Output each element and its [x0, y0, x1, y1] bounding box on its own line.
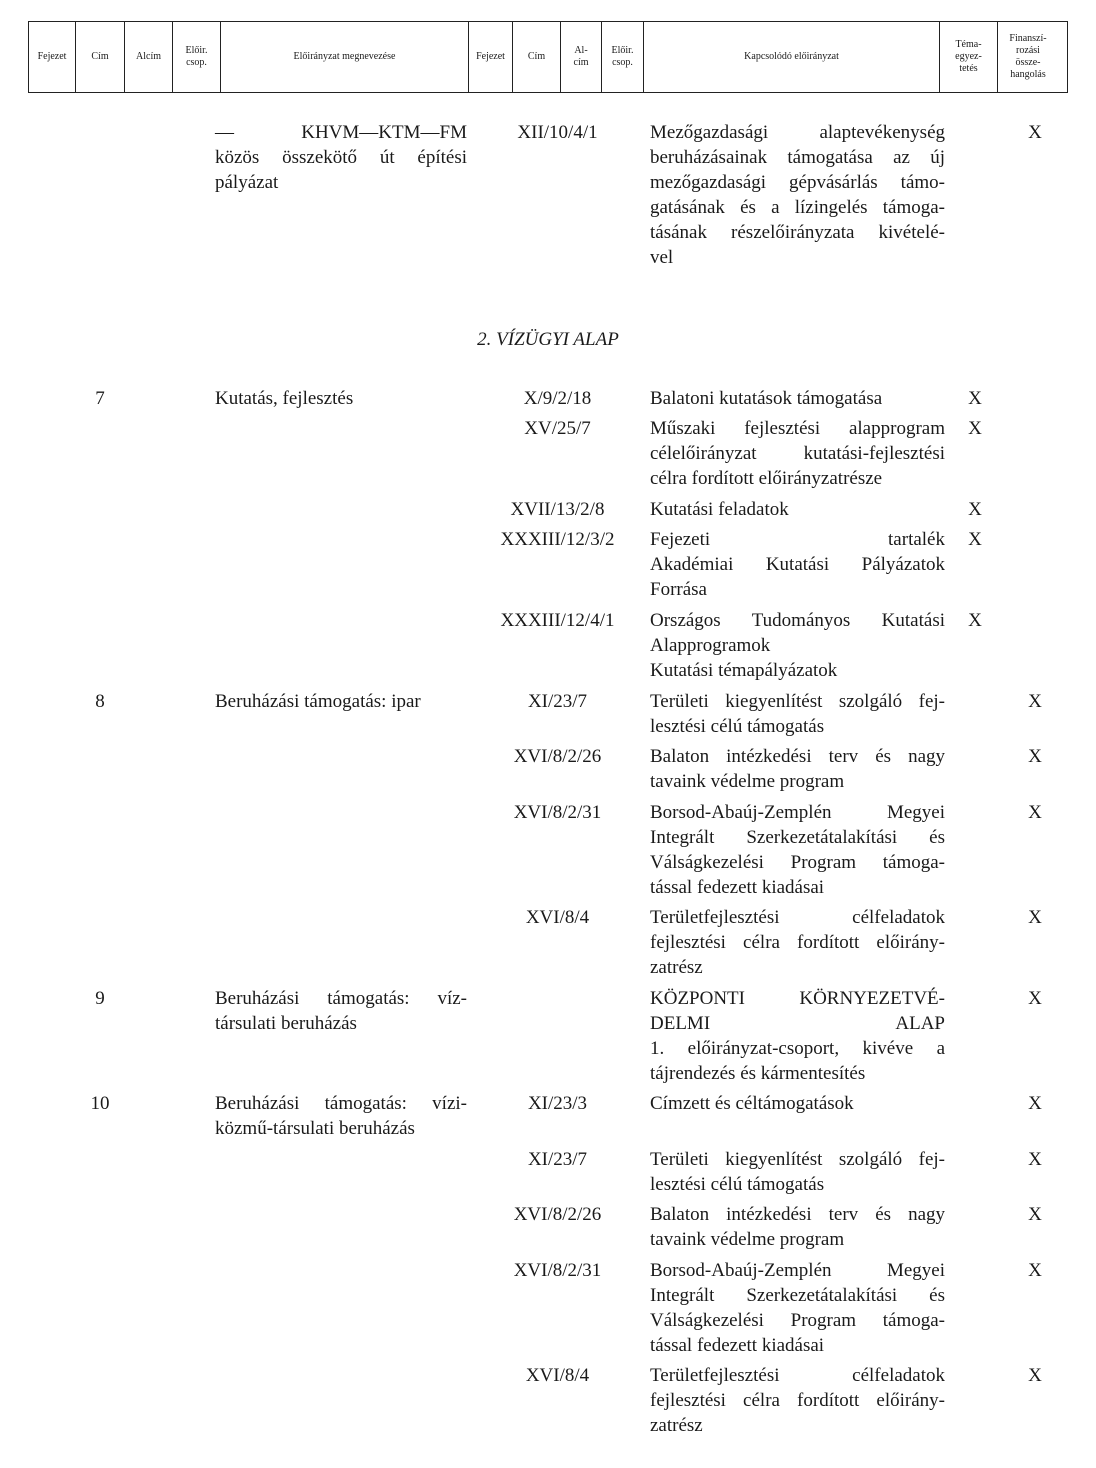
kapcsolodo-eloiranyzat	[650, 416, 945, 491]
kapcsolodo-kod: XVI/8/2/31	[513, 1260, 602, 1281]
kapcsolodo-eloiranyzat	[650, 744, 945, 794]
kapcsolodo-eloiranyzat	[650, 986, 945, 1086]
section-title: 2. VÍZÜGYI ALAP	[477, 329, 619, 350]
kapcsolodo-line: Integrált Szerkezetátalakítási és	[650, 827, 945, 848]
kapcsolodo-line: tavaink védelme program	[650, 1229, 845, 1250]
kapcsolodo-kod: XV/25/7	[524, 418, 591, 439]
kapcsolodo-line: Műszaki fejlesztési alapprogram	[650, 418, 945, 439]
kapcsolodo-line: Területfejlesztési célfeladatok	[650, 1365, 945, 1386]
kapcsolodo-line: KÖZPONTI KÖRNYEZETVÉ-	[650, 988, 945, 1009]
kapcsolodo-line: Alapprogramok	[650, 635, 771, 656]
header-fejezet-2: Fejezet	[469, 22, 513, 92]
kapcsolodo-kod: XVI/8/2/26	[513, 746, 602, 767]
kapcsolodo-line: tásának részelőirányzata kivételé-	[650, 222, 945, 243]
finanszirozas-mark: X	[1028, 1204, 1042, 1225]
kapcsolodo-line: 1. előirányzat-csoport, kivéve a	[650, 1038, 945, 1059]
kapcsolodo-line: beruházásainak támogatása az új	[650, 147, 945, 168]
eloiranyzat-line: Beruházási támogatás: vízi-	[215, 1093, 467, 1114]
kapcsolodo-line: tavaink védelme program	[650, 771, 845, 792]
temaegyeztetes-mark: X	[968, 610, 982, 631]
kapcsolodo-eloiranyzat	[650, 1147, 945, 1197]
kapcsolodo-kod: XVI/8/4	[525, 1365, 590, 1386]
eloiranyzat-line: társulati beruházás	[215, 1013, 357, 1034]
header-fejezet: Fejezet	[29, 22, 76, 92]
kapcsolodo-line: Akadémiai Kutatási Pályázatok	[650, 554, 945, 575]
kapcsolodo-line: Fejezeti tartalék	[650, 529, 945, 550]
row-number: 10	[90, 1093, 110, 1114]
kapcsolodo-line: lesztési célú támogatás	[650, 1174, 825, 1195]
eloiranyzat-megnevezese	[215, 689, 467, 714]
header-eloir-csop: Előir. csop.	[173, 22, 221, 92]
kapcsolodo-eloiranyzat	[650, 527, 945, 602]
kapcsolodo-kod: XI/23/3	[527, 1093, 588, 1114]
kapcsolodo-kod: XI/23/7	[527, 691, 588, 712]
kapcsolodo-line: Integrált Szerkezetátalakítási és	[650, 1285, 945, 1306]
kapcsolodo-line: fejlesztési célra fordított előirány-	[650, 932, 945, 953]
eloiranyzat-megnevezese	[215, 386, 467, 411]
header-eloir-csop-2: Előir. csop.	[602, 22, 644, 92]
kapcsolodo-eloiranyzat	[650, 386, 945, 411]
eloiranyzat-line: közmű-társulati beruházás	[215, 1118, 415, 1139]
eloiranyzat-line: pályázat	[215, 172, 279, 193]
kapcsolodo-line: Területfejlesztési célfeladatok	[650, 907, 945, 928]
eloiranyzat-line: Beruházási támogatás: víz-	[215, 988, 467, 1009]
kapcsolodo-line: Válságkezelési Program támoga-	[650, 1310, 945, 1331]
kapcsolodo-line: Területi kiegyenlítést szolgáló fej-	[650, 691, 945, 712]
kapcsolodo-line: Kutatási témapályázatok	[650, 660, 838, 681]
kapcsolodo-line: fejlesztési célra fordított előirány-	[650, 1390, 945, 1411]
kapcsolodo-kod: XII/10/4/1	[517, 122, 598, 143]
finanszirozas-mark: X	[1028, 988, 1042, 1009]
temaegyeztetes-mark: X	[968, 388, 982, 409]
kapcsolodo-line: célelőirányzat kutatási-fejlesztési	[650, 443, 945, 464]
kapcsolodo-line: lesztési célú támogatás	[650, 716, 825, 737]
kapcsolodo-line: Borsod-Abaúj-Zemplén Megyei	[650, 1260, 945, 1281]
kapcsolodo-line: zatrész	[650, 1415, 703, 1436]
finanszirozas-mark: X	[1028, 122, 1042, 143]
row-number: 9	[95, 988, 105, 1009]
header-alcim-2: Al- cím	[561, 22, 602, 92]
kapcsolodo-line: Országos Tudományos Kutatási	[650, 610, 945, 631]
kapcsolodo-eloiranyzat	[650, 905, 945, 980]
kapcsolodo-line: Borsod-Abaúj-Zemplén Megyei	[650, 802, 945, 823]
eloiranyzat-line: közös összekötő út építési	[215, 147, 467, 168]
temaegyeztetes-mark: X	[968, 529, 982, 550]
kapcsolodo-line: vel	[650, 247, 674, 268]
finanszirozas-mark: X	[1028, 907, 1042, 928]
header-eloiranyzat-megnevezese: Előirányzat megnevezése	[221, 22, 469, 92]
header-temaegyeztetes: Téma- egyez- tetés	[940, 22, 998, 92]
row-number: 7	[95, 388, 105, 409]
kapcsolodo-kod: X/9/2/18	[523, 388, 592, 409]
kapcsolodo-line: tással fedezett kiadásai	[650, 1335, 825, 1356]
kapcsolodo-eloiranyzat	[650, 800, 945, 900]
kapcsolodo-line: Balaton intézkedési terv és nagy	[650, 746, 945, 767]
finanszirozas-mark: X	[1028, 1149, 1042, 1170]
kapcsolodo-line: Kutatási feladatok	[650, 499, 789, 520]
kapcsolodo-eloiranyzat	[650, 1363, 945, 1438]
eloiranyzat-megnevezese	[215, 120, 467, 195]
kapcsolodo-line: gatásának és a lízingelés támoga-	[650, 197, 945, 218]
kapcsolodo-eloiranyzat	[650, 1091, 945, 1116]
kapcsolodo-line: Balaton intézkedési terv és nagy	[650, 1204, 945, 1225]
finanszirozas-mark: X	[1028, 1260, 1042, 1281]
kapcsolodo-kod: XXXIII/12/3/2	[500, 529, 615, 550]
header-cim: Cím	[76, 22, 125, 92]
kapcsolodo-kod: XI/23/7	[527, 1149, 588, 1170]
kapcsolodo-eloiranyzat	[650, 1258, 945, 1358]
header-kapcsolodo-eloiranyzat: Kapcsolódó előirányzat	[644, 22, 940, 92]
kapcsolodo-line: Forrása	[650, 579, 707, 600]
finanszirozas-mark: X	[1028, 1093, 1042, 1114]
kapcsolodo-line: tással fedezett kiadásai	[650, 877, 825, 898]
kapcsolodo-eloiranyzat	[650, 1202, 945, 1252]
kapcsolodo-kod: XVI/8/2/31	[513, 802, 602, 823]
eloiranyzat-megnevezese	[215, 1091, 467, 1141]
kapcsolodo-eloiranyzat	[650, 608, 945, 683]
kapcsolodo-eloiranyzat	[650, 689, 945, 739]
kapcsolodo-line: Balatoni kutatások támogatása	[650, 388, 883, 409]
eloiranyzat-megnevezese	[215, 986, 467, 1036]
temaegyeztetes-mark: X	[968, 499, 982, 520]
kapcsolodo-kod: XVII/13/2/8	[510, 499, 605, 520]
finanszirozas-mark: X	[1028, 1365, 1042, 1386]
header-finanszirozasi-osszehangolas: Finanszí- rozási össze- hangolás	[1009, 33, 1047, 80]
kapcsolodo-line: Területi kiegyenlítést szolgáló fej-	[650, 1149, 945, 1170]
header-cim-2: Cím	[513, 22, 561, 92]
kapcsolodo-line: Mezőgazdasági alaptevékenység	[650, 122, 945, 143]
kapcsolodo-kod: XVI/8/2/26	[513, 1204, 602, 1225]
eloiranyzat-line: — KHVM—KTM—FM	[215, 122, 467, 143]
temaegyeztetes-mark: X	[968, 418, 982, 439]
row-number: 8	[95, 691, 105, 712]
eloiranyzat-line: Kutatás, fejlesztés	[215, 388, 354, 409]
kapcsolodo-eloiranyzat	[650, 120, 945, 270]
eloiranyzat-line: Beruházási támogatás: ipar	[215, 691, 421, 712]
kapcsolodo-line: célra fordított előirányzatrésze	[650, 468, 883, 489]
finanszirozas-mark: X	[1028, 802, 1042, 823]
kapcsolodo-line: Címzett és céltámogatások	[650, 1093, 854, 1114]
kapcsolodo-kod: XVI/8/4	[525, 907, 590, 928]
kapcsolodo-line: tájrendezés és kármentesítés	[650, 1063, 866, 1084]
finanszirozas-mark: X	[1028, 691, 1042, 712]
kapcsolodo-line: zatrész	[650, 957, 703, 978]
table-header	[28, 21, 1068, 93]
kapcsolodo-line: Válságkezelési Program támoga-	[650, 852, 945, 873]
finanszirozas-mark: X	[1028, 746, 1042, 767]
kapcsolodo-line: DELMI ALAP	[650, 1013, 945, 1034]
kapcsolodo-kod: XXXIII/12/4/1	[500, 610, 615, 631]
kapcsolodo-line: mezőgazdasági gépvásárlás támo-	[650, 172, 945, 193]
header-alcim: Alcím	[125, 22, 173, 92]
kapcsolodo-eloiranyzat	[650, 497, 945, 522]
